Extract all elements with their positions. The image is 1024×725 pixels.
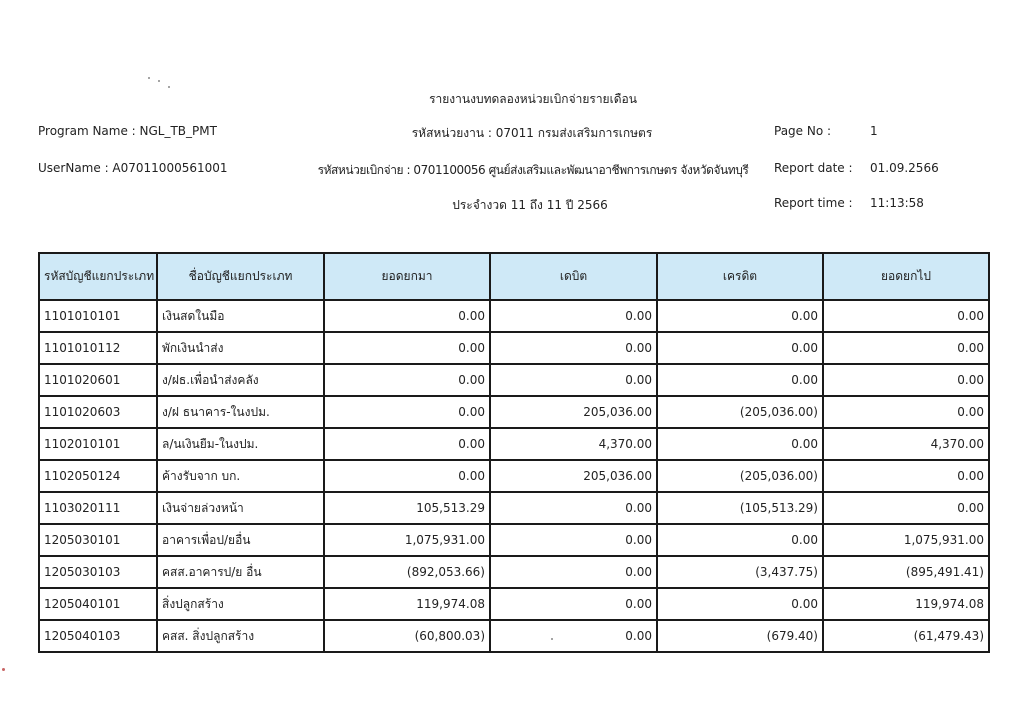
- report-period: ประจำงวด 11 ถึง 11 ปี 2566: [452, 198, 608, 212]
- table-row: [39, 332, 989, 364]
- cell-opening-balance: 0.00: [324, 332, 490, 364]
- cell-account-code: 1101020603: [39, 396, 157, 428]
- cell-account-code: 1101010101: [39, 300, 157, 332]
- cell-debit: 0.00: [490, 492, 657, 524]
- cell-opening-balance: 0.00: [324, 300, 490, 332]
- cell-account-name: คสส. สิ่งปลูกสร้าง: [157, 620, 324, 652]
- agency-code: รหัสหน่วยงาน : 07011 กรมส่งเสริมการเกษตร: [411, 126, 653, 140]
- cell-account-code: 1103020111: [39, 492, 157, 524]
- cell-debit: 205,036.00: [490, 460, 657, 492]
- cell-closing-balance: 0.00: [823, 364, 989, 396]
- page-no-value: 1: [870, 124, 878, 138]
- cell-debit: 0.00: [490, 364, 657, 396]
- cell-debit: 0.00: [490, 300, 657, 332]
- table-row: [39, 460, 989, 492]
- report-time-value: 11:13:58: [870, 196, 924, 210]
- table-row: [39, 428, 989, 460]
- cell-credit: 0.00: [657, 300, 823, 332]
- cell-opening-balance: 105,513.29: [324, 492, 490, 524]
- cell-debit: 0.00: [490, 620, 657, 652]
- scan-speck: [2, 668, 5, 671]
- report-time-label: Report time :: [774, 196, 853, 210]
- cell-closing-balance: 0.00: [823, 396, 989, 428]
- header-debit: เดบิต: [490, 253, 657, 300]
- cell-credit: 0.00: [657, 428, 823, 460]
- cell-credit: 0.00: [657, 524, 823, 556]
- table-row: [39, 364, 989, 396]
- cell-credit: (679.40): [657, 620, 823, 652]
- cell-opening-balance: 0.00: [324, 396, 490, 428]
- disbursement-unit: รหัสหน่วยเบิกจ่าย : 0701100056 ศูนย์ส่งเสริมและพัฒนาอาชีพการเกษตร จังหวัดจันทบุรี: [317, 163, 749, 177]
- cell-debit: 4,370.00: [490, 428, 657, 460]
- user-name: UserName : A07011000561001: [38, 161, 228, 175]
- cell-credit: 0.00: [657, 332, 823, 364]
- cell-account-code: 1102050124: [39, 460, 157, 492]
- cell-closing-balance: 0.00: [823, 492, 989, 524]
- table-row: [39, 300, 989, 332]
- page-no-label: Page No :: [774, 124, 832, 138]
- trial-balance-table: [38, 252, 990, 653]
- cell-account-name: เงินสดในมือ: [157, 300, 324, 332]
- header-closing-balance: ยอดยกไป: [823, 253, 989, 300]
- cell-credit: 0.00: [657, 588, 823, 620]
- cell-credit: (205,036.00): [657, 460, 823, 492]
- table-row: [39, 396, 989, 428]
- cell-account-code: 1101010112: [39, 332, 157, 364]
- table-row: [39, 556, 989, 588]
- cell-debit: 0.00: [490, 332, 657, 364]
- cell-closing-balance: 119,974.08: [823, 588, 989, 620]
- report-title: รายงานงบทดลองหน่วยเบิกจ่ายรายเดือน: [429, 92, 637, 106]
- cell-account-name: ง/ฝ ธนาคาร-ในงปม.: [157, 396, 324, 428]
- table-row: [39, 492, 989, 524]
- cell-account-name: ค้างรับจาก บก.: [157, 460, 324, 492]
- cell-credit: (205,036.00): [657, 396, 823, 428]
- cell-opening-balance: 1,075,931.00: [324, 524, 490, 556]
- cell-debit: 0.00: [490, 588, 657, 620]
- cell-debit: 205,036.00: [490, 396, 657, 428]
- cell-credit: (105,513.29): [657, 492, 823, 524]
- report-date-label: Report date :: [774, 161, 853, 175]
- cell-opening-balance: 0.00: [324, 364, 490, 396]
- scan-speck: [168, 86, 170, 88]
- cell-account-name: พักเงินนำส่ง: [157, 332, 324, 364]
- header-account-code: รหัสบัญชีแยกประเภท: [39, 253, 157, 300]
- table-row: [39, 588, 989, 620]
- cell-account-code: 1205030101: [39, 524, 157, 556]
- cell-opening-balance: 119,974.08: [324, 588, 490, 620]
- cell-account-name: คสส.อาคารป/ย อื่น: [157, 556, 324, 588]
- cell-debit: 0.00: [490, 556, 657, 588]
- cell-closing-balance: 0.00: [823, 460, 989, 492]
- header-opening-balance: ยอดยกมา: [324, 253, 490, 300]
- cell-closing-balance: 1,075,931.00: [823, 524, 989, 556]
- table-header-row: [39, 253, 989, 300]
- cell-account-code: 1205040101: [39, 588, 157, 620]
- cell-opening-balance: 0.00: [324, 460, 490, 492]
- cell-closing-balance: 0.00: [823, 332, 989, 364]
- cell-closing-balance: (895,491.41): [823, 556, 989, 588]
- cell-account-code: 1205040103: [39, 620, 157, 652]
- cell-closing-balance: (61,479.43): [823, 620, 989, 652]
- cell-opening-balance: (60,800.03): [324, 620, 490, 652]
- report-date-value: 01.09.2566: [870, 161, 939, 175]
- cell-account-name: ล/นเงินยืม-ในงปม.: [157, 428, 324, 460]
- program-name: Program Name : NGL_TB_PMT: [38, 124, 217, 138]
- header-credit: เครดิต: [657, 253, 823, 300]
- cell-debit: 0.00: [490, 524, 657, 556]
- cell-account-code: 1205030103: [39, 556, 157, 588]
- cell-closing-balance: 4,370.00: [823, 428, 989, 460]
- header-account-name: ชื่อบัญชีแยกประเภท: [157, 253, 324, 300]
- table-body: [39, 300, 989, 652]
- cell-credit: 0.00: [657, 364, 823, 396]
- cell-account-name: อาคารเพื่อป/ยอื่น: [157, 524, 324, 556]
- cell-credit: (3,437.75): [657, 556, 823, 588]
- scan-speck: [158, 80, 160, 82]
- cell-account-code: 1102010101: [39, 428, 157, 460]
- cell-account-code: 1101020601: [39, 364, 157, 396]
- table-row: [39, 620, 989, 652]
- scan-speck: [148, 77, 150, 79]
- cell-opening-balance: (892,053.66): [324, 556, 490, 588]
- cell-closing-balance: 0.00: [823, 300, 989, 332]
- cell-opening-balance: 0.00: [324, 428, 490, 460]
- table-row: [39, 524, 989, 556]
- cell-account-name: สิ่งปลูกสร้าง: [157, 588, 324, 620]
- cell-account-name: เงินจ่ายล่วงหน้า: [157, 492, 324, 524]
- cell-account-name: ง/ฝธ.เพื่อนำส่งคลัง: [157, 364, 324, 396]
